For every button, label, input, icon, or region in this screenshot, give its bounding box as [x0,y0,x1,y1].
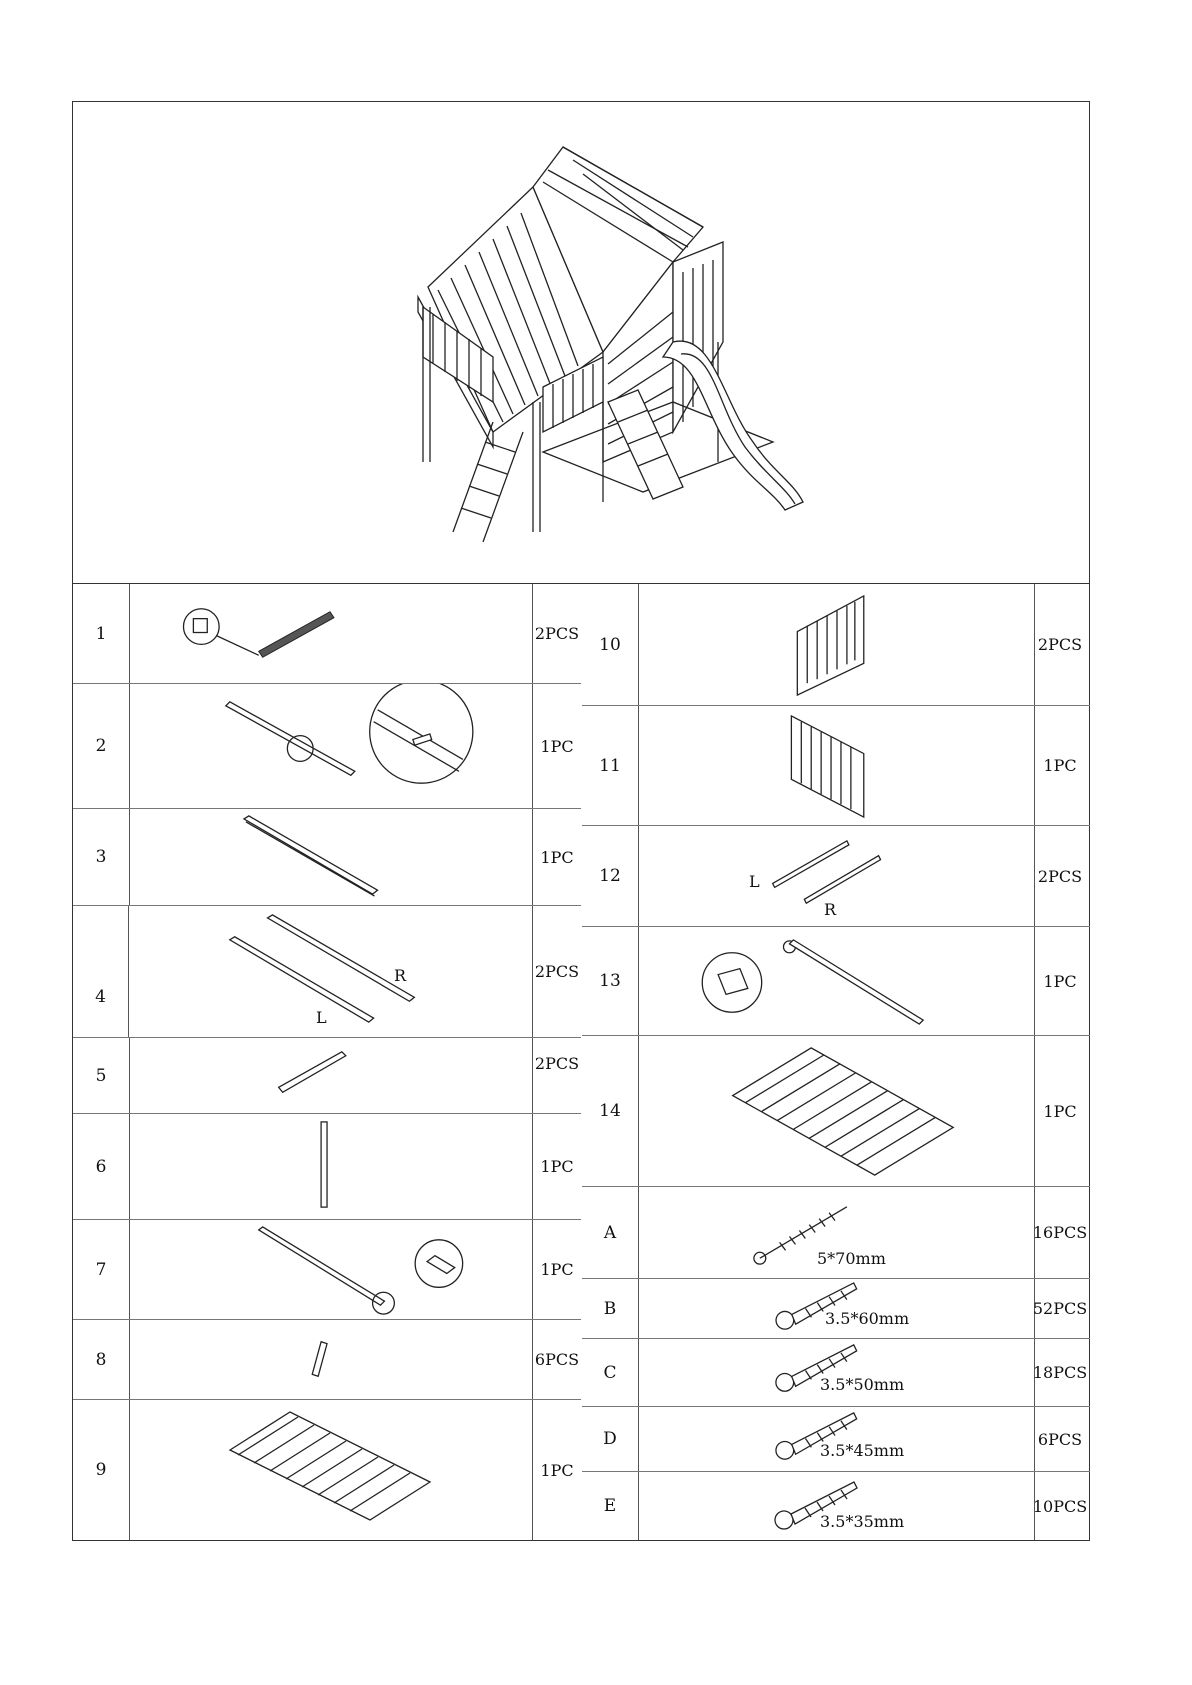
beam-pair-small-icon [639,826,1034,926]
part-id: 5 [73,1038,130,1113]
part-qty: 1PC [540,1260,574,1279]
part-row-5 [73,1038,581,1114]
screw-size: 3.5*45mm [820,1441,905,1460]
beam-pair-icon [130,906,532,1037]
part-qty: 1PC [540,736,574,756]
part-id: 13 [582,927,639,1035]
part-id: 3 [73,809,130,905]
beam-with-hole-icon [639,927,1034,1035]
left-label: L [316,1008,327,1027]
part-drawing [130,684,533,808]
part-id: E [582,1472,639,1540]
part-drawing [639,1407,1035,1471]
part-row-12 [582,826,1090,927]
right-label: R [824,900,837,919]
part-drawing [130,906,533,1037]
part-qty: 2PCS [534,624,580,643]
floor-panel-icon [130,1400,532,1540]
part-qty: 2PCS [534,962,580,981]
part-id: 4 [73,906,129,1037]
railing-panel-reverse-icon [639,706,1034,825]
part-row-c [582,1339,1090,1407]
part-drawing [639,1339,1035,1406]
part-id: 10 [582,584,639,705]
part-row-4 [73,906,581,1038]
playhouse-illustration [73,102,1089,584]
part-qty: 1PC [1043,1101,1077,1121]
screw-size: 5*70mm [817,1249,886,1268]
part-qty: 2PCS [1037,866,1083,886]
screw-size: 3.5*35mm [820,1512,905,1531]
part-id: 9 [73,1400,130,1540]
part-drawing [130,809,533,905]
part-id: 7 [73,1220,130,1319]
parts-list-sheet [72,101,1090,1541]
part-id: 2 [73,684,130,808]
part-qty: 6PCS [534,1350,580,1369]
railing-panel-icon [639,584,1034,705]
part-drawing [639,1187,1035,1278]
screw-size: 3.5*60mm [825,1309,910,1328]
part-row-6 [73,1114,581,1220]
beam-with-detail-icon [130,584,532,683]
part-drawing [130,584,533,683]
playhouse-drawing [73,102,1089,583]
long-beam-icon [130,809,532,905]
part-id: 1 [73,584,130,683]
part-id: 11 [582,706,639,825]
part-row-e [582,1472,1090,1540]
part-drawing [639,584,1035,705]
part-row-11 [582,706,1090,826]
part-row-7 [73,1220,581,1320]
short-beam-icon [130,1038,532,1113]
post-icon [130,1114,532,1219]
part-row-3 [73,809,581,906]
deck-panel-icon [639,1036,1034,1186]
beam-with-slot-icon [130,684,532,808]
part-drawing [130,1220,533,1319]
part-drawing [639,1472,1035,1540]
part-id: D [582,1407,639,1471]
part-row-1 [73,584,581,684]
part-drawing [130,1114,533,1219]
part-qty: 10PCS [1032,1496,1088,1516]
part-drawing [639,706,1035,825]
part-qty: 1PC [540,847,574,867]
part-qty: 1PC [1043,971,1077,991]
right-label: R [394,966,407,985]
part-drawing [130,1400,533,1540]
part-row-13 [582,927,1090,1036]
part-qty: 16PCS [1032,1223,1088,1242]
screw-icon [639,1407,1034,1471]
part-drawing [130,1320,533,1399]
part-qty: 18PCS [1032,1363,1088,1382]
part-drawing [130,1038,533,1113]
part-row-10 [582,584,1090,706]
part-qty: 6PCS [1037,1429,1083,1449]
screw-icon [639,1339,1034,1406]
part-qty: 2PCS [534,1054,580,1073]
part-row-14 [582,1036,1090,1187]
part-id: A [582,1187,639,1278]
part-id: 6 [73,1114,130,1219]
part-row-b [582,1279,1090,1339]
part-row-8 [73,1320,581,1400]
left-label: L [749,872,760,891]
part-qty: 1PC [1043,756,1077,775]
part-drawing [639,826,1035,926]
part-drawing [639,1036,1035,1186]
screw-size: 3.5*50mm [820,1375,905,1394]
part-row-a [582,1187,1090,1279]
part-qty: 2PCS [1037,635,1083,654]
part-qty: 52PCS [1032,1299,1088,1318]
part-id: 8 [73,1320,130,1399]
part-row-9 [73,1400,581,1540]
beam-with-end-detail-icon [130,1220,532,1319]
part-id: 14 [582,1036,639,1186]
part-id: 12 [582,826,639,926]
part-drawing [639,927,1035,1035]
part-qty: 1PC [540,1460,574,1480]
part-drawing [639,1279,1035,1338]
block-icon [130,1320,532,1399]
part-id: C [582,1339,639,1406]
part-row-2 [73,684,581,809]
part-row-d [582,1407,1090,1472]
part-id: B [582,1279,639,1338]
part-qty: 1PC [540,1157,574,1176]
